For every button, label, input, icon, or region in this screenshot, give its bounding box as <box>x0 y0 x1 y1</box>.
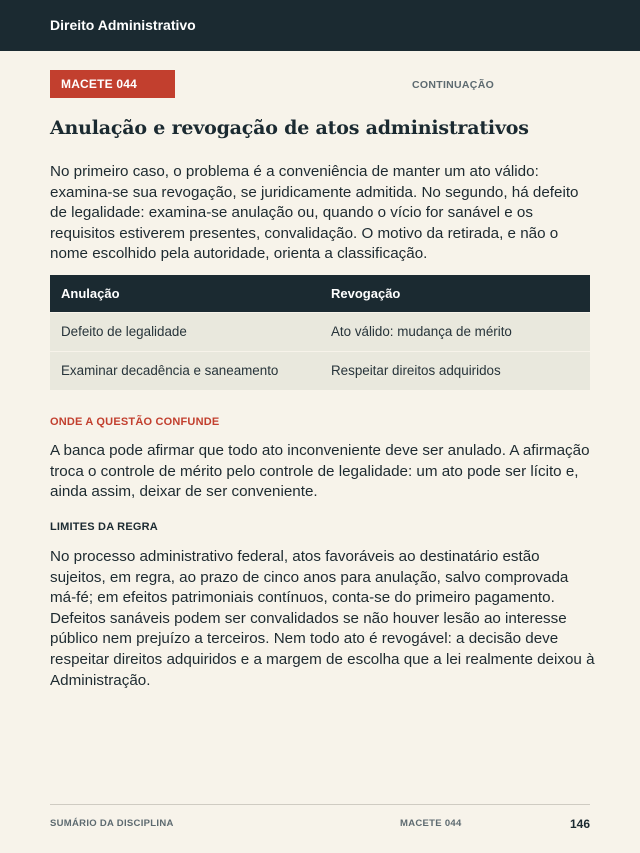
table-row <box>50 312 590 351</box>
footer-section-label: MACETE 044 <box>400 818 462 829</box>
article-title: Anulação e revogação de atos administrativos <box>50 117 529 139</box>
discipline-title: Direito Administrativo <box>50 17 196 33</box>
table-header-cell: Anulação <box>61 286 120 301</box>
section-heading-confusion: ONDE A QUESTÃO CONFUNDE <box>50 416 220 428</box>
footer-summary-link[interactable]: SUMÁRIO DA DISCIPLINA <box>50 818 174 829</box>
comparison-table <box>50 275 590 390</box>
continuation-label: CONTINUAÇÃO <box>412 79 495 91</box>
top-header-bar <box>0 0 640 51</box>
table-cell: Defeito de legalidade <box>61 324 187 339</box>
section-heading-limits: LIMITES DA REGRA <box>50 521 158 533</box>
intro-paragraph: No primeiro caso, o problema é a conveniência de manter um ato válido: examina-se sua revogação, se juridicamente admitida. No segundo, há defeito de legalidade: examina-se anulação ou, quando o vício for sanável e os requisitos estiverem presentes, convalidação. O motivo da retirada, e não o nome escolhido pela autoridade, orienta a classificação. <box>50 163 579 263</box>
macete-badge: MACETE 044 <box>50 70 175 98</box>
table-row <box>50 351 590 390</box>
limits-paragraph: No processo administrativo federal, atos favoráveis ao destinatário estão sujeitos, em regra, ao prazo de cinco anos para anulação, salvo comprovada má-fé; em efeitos patrimoniais contínuos, conta-se do primeiro pagamento. Defeitos sanáveis podem ser convalidados se não houver lesão ao interesse público nem prejuízo a terceiros. Nem todo ato é revogável: a decisão deve respeitar direitos adquiridos e a margem de escolha que a lei realmente deixou à Administração. <box>50 548 595 689</box>
table-header-row <box>50 275 590 312</box>
table-cell: Ato válido: mudança de mérito <box>331 324 512 339</box>
page-number: 146 <box>569 817 590 831</box>
table-header-cell: Revogação <box>331 286 401 301</box>
footer-divider <box>50 804 590 805</box>
table-cell: Respeitar direitos adquiridos <box>331 363 501 378</box>
table-cell: Examinar decadência e saneamento <box>61 363 279 378</box>
confusion-paragraph: A banca pode afirmar que todo ato inconveniente deve ser anulado. A afirmação troca o controle de mérito pelo controle de legalidade: um ato pode ser lícito e, ainda assim, deixar de ser conveniente. <box>50 442 590 501</box>
